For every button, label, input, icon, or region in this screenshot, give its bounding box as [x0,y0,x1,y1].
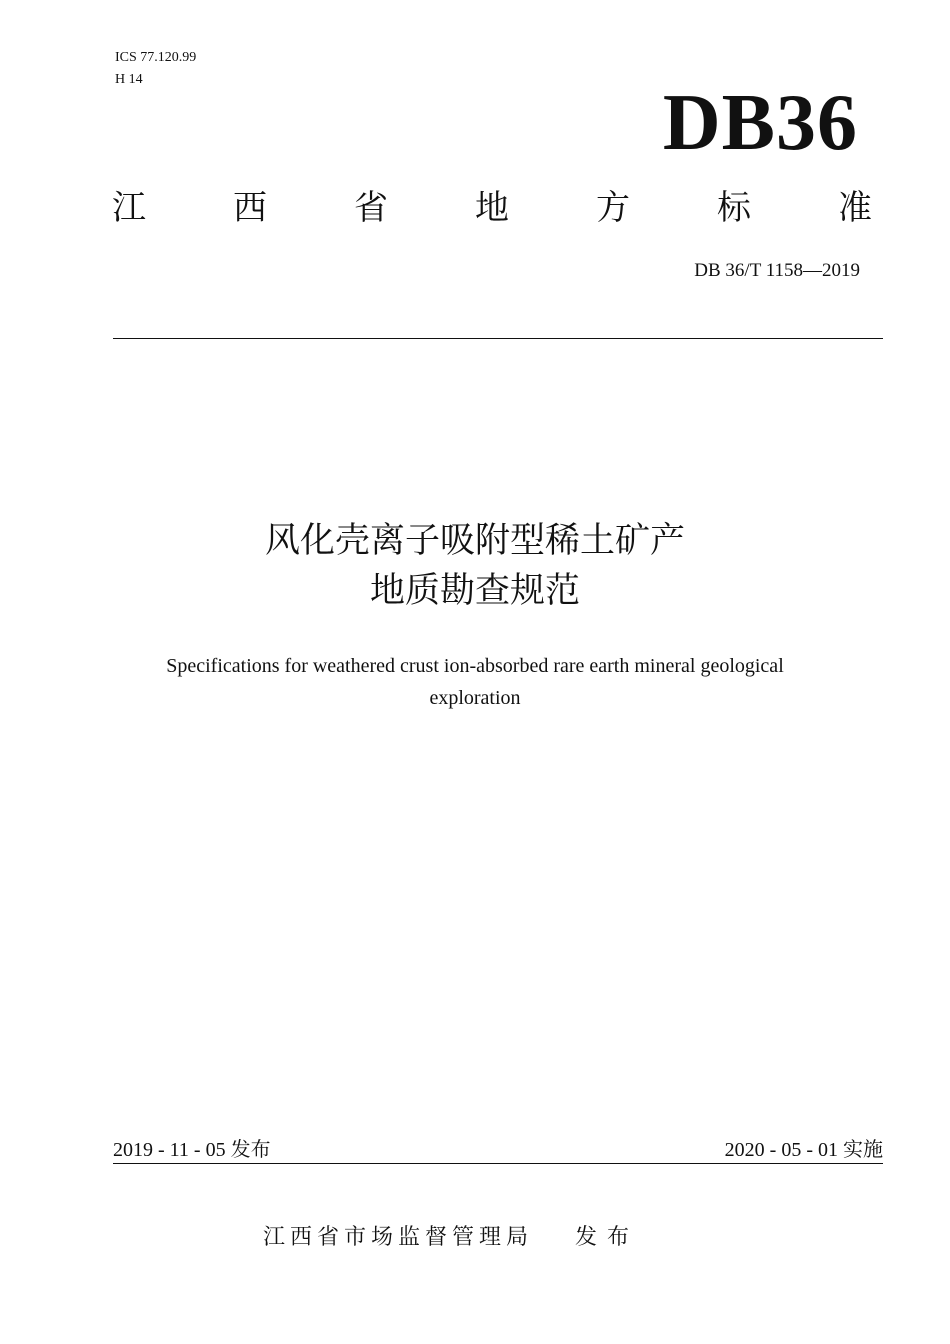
issue-date: 2019 - 11 - 05 发布 [113,1139,271,1161]
chinese-title-line-2: 地质勘查规范 [369,571,580,611]
ics-code: ICS 77.120.99 [115,50,197,65]
chinese-title-line-1: 风化壳离子吸附型稀土矿产 [264,521,685,561]
english-title: Specifications for weathered crust ion-absorbed rare earth mineral geological exploration [166,655,784,709]
classification-codes [115,47,196,91]
publish-label: 发布 [575,1225,640,1250]
standard-type-char: 西 [233,188,267,228]
chinese-title [0,516,950,616]
header-divider [113,338,883,339]
standard-type-char: 省 [354,188,388,228]
publisher-organization: 江西省市场监督管理局 [263,1225,534,1250]
dates-row [113,1137,883,1164]
standard-type-char: 方 [596,188,630,228]
ccs-code: H 14 [115,72,143,87]
publisher-line [263,1223,639,1253]
standard-type-char: 江 [112,188,146,228]
standard-type-char: 准 [838,188,872,228]
db36-logo: DB36 [662,79,858,167]
standard-type-char: 地 [475,188,509,228]
standard-type-heading [112,186,872,230]
implementation-date: 2020 - 05 - 01 实施 [724,1139,883,1161]
standard-number: DB 36/T 1158—2019 [694,260,860,281]
standard-type-char: 标 [717,188,751,228]
